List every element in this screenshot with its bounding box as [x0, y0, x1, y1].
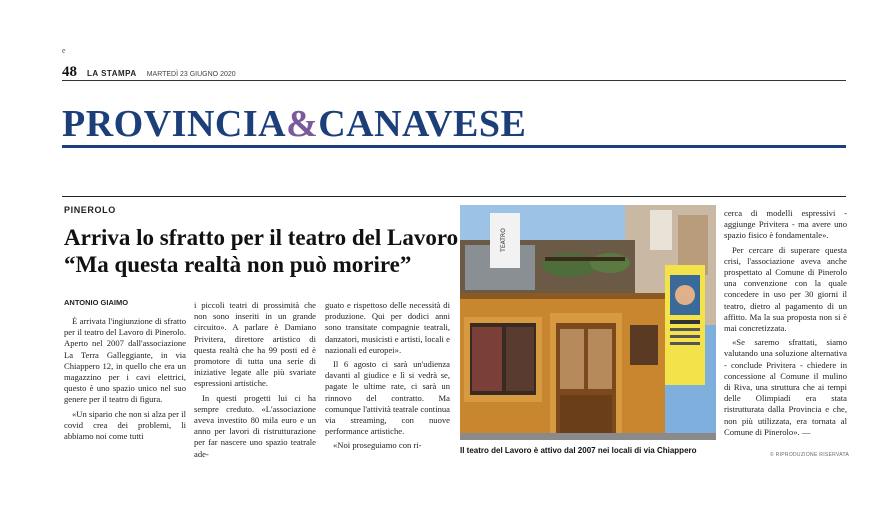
section-title-right: CANAVESE [318, 103, 527, 145]
article-top-rule [62, 196, 846, 197]
section-title-left: PROVINCIA [62, 103, 287, 145]
article-byline: ANTONIO GIAIMO [64, 298, 129, 307]
article-column-2 [194, 300, 316, 460]
section-rule [62, 145, 846, 148]
page-number: 48 [62, 64, 77, 80]
article-column-4 [724, 208, 847, 438]
paragraph: i piccoli teatri di prossimità che non sono inseriti in un grande circuito». A parlare è Damiano Privitera, direttore artistico di questa realtà che ha 99 posti ed è promotore di tutta una serie di iniziative legate alle più svariate espressioni artistiche. [194, 300, 316, 389]
issue-date: MARTEDÌ 23 GIUGNO 2020 [146, 71, 236, 78]
paragraph: «Noi proseguiamo con ri- [333, 440, 422, 451]
headline-line-1: Arriva lo sfratto per il teatro del Lavoro [64, 225, 459, 250]
page-header [62, 64, 846, 80]
article-kicker: PINEROLO [64, 205, 116, 215]
headline-line-2: “Ma questa realtà non può morire” [64, 252, 412, 277]
section-title-ampersand: & [286, 103, 319, 145]
article-headline [64, 224, 459, 278]
header-rule [62, 80, 846, 81]
paragraph: Per cercare di superare questa crisi, l'associazione aveva anche prospettato al Comune di Pinerolo una convenzione con la quale concedere in uso per 30 giorni il teatro, dietro al pagamento di un affitto. Ma la sua proposta non si è mai concretizzata. [724, 244, 847, 334]
theater-photo [460, 205, 716, 440]
paragraph: È arrivata l'ingiunzione di sfratto per il teatro del Lavoro di Pinerolo. Aperto nel 2007 dall'associazione La Terra Galleggiante, in via Chiappero 12, in quello che era un magazzino per i cavi elettrici, questo è uno spazio unico nel suo genere per il teatro di figura. [64, 316, 186, 405]
newspaper-name: LA STAMPA [87, 69, 137, 78]
paragraph: cerca di modelli espressivi - aggiunge Privitera - ma avere uno spazio fisico è fondamentale». [724, 208, 847, 241]
paragraph: Il 6 agosto ci sarà un'udienza davanti al giudice e lì si vedrà se, pagate le ultime rate, ci sarà un rinnovo del contratto. Ma comunque l'attività teatrale continua via streaming, con nuove performance artistiche. [325, 359, 450, 437]
paragraph: «Un sipario che non si alza per il covid crea dei problemi, li abbiamo noi come tutti [64, 408, 186, 442]
paragraph: guato e rispettoso delle necessità di produzione. Qui per dodici anni sono transitate compagnie teatrali, danzatori, musicisti e artisti, locali e nazionali ed europei». [325, 300, 450, 355]
article-column-3 [325, 300, 450, 452]
svg-text:TEATRO: TEATRO [500, 228, 507, 252]
paragraph: In questi progetti lui ci ha sempre creduto. «L'associazione aveva investito 80 mila euro e un anno per lavori di ristrutturazione per far nascere uno spazio teatrale ade- [194, 392, 316, 459]
copyright-notice: © RIPRODUZIONE RISERVATA [770, 452, 850, 458]
article-column-1 [64, 316, 186, 442]
paragraph: «Se saremo sfrattati, siamo valutando una soluzione alternativa - conclude Privitera - chiedere in concessione al Comune il mulino di Riva, una struttura che ai tempi delle Olimpiadi era stata ristrutturata dalla Provincia e che, non più utilizzata, era tornata al Comune di Pinerolo». — [724, 337, 847, 437]
photo-caption: Il teatro del Lavoro è attivo dal 2007 nei locali di via Chiappero [460, 446, 697, 455]
edition-mark: e [62, 46, 66, 55]
section-title [62, 102, 526, 146]
